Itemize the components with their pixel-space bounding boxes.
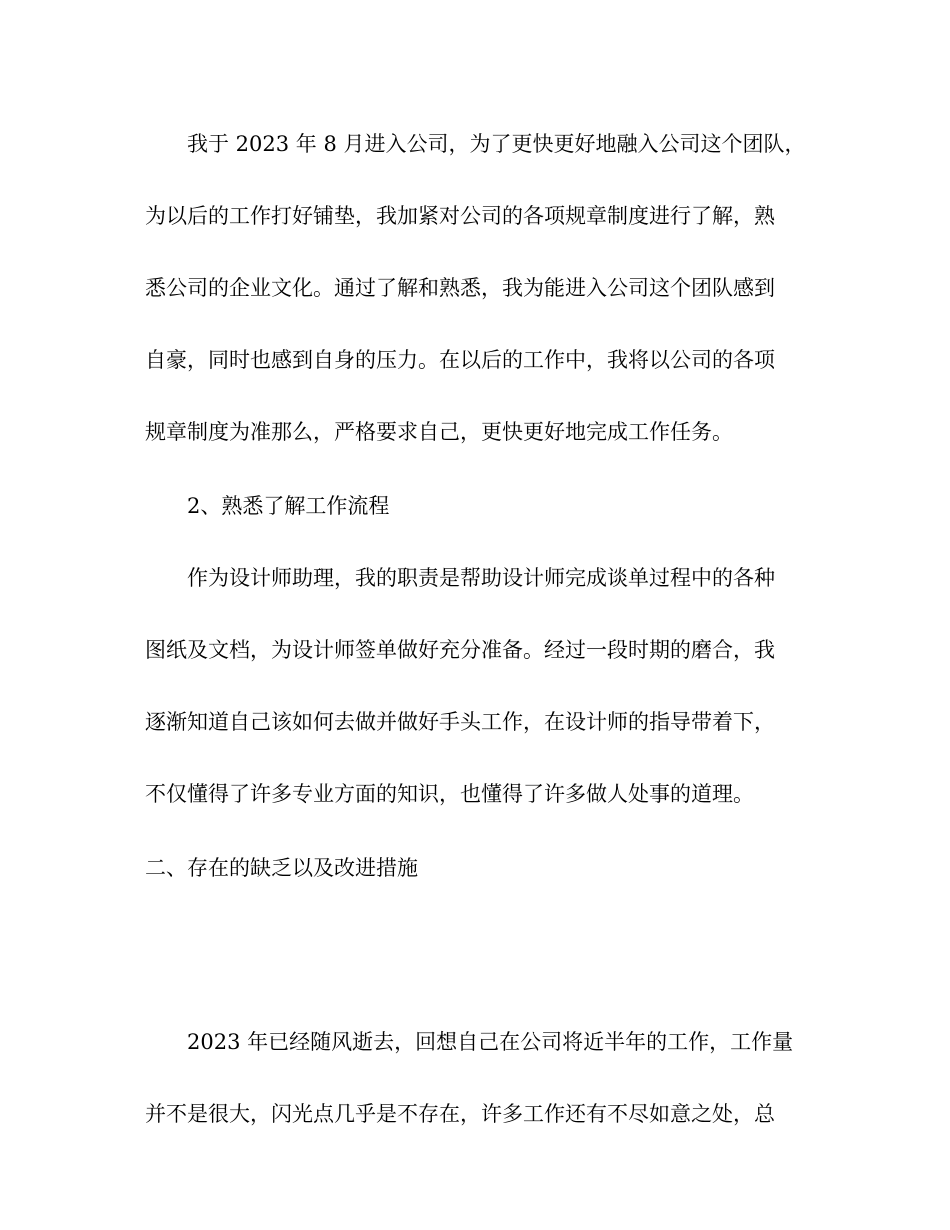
paragraph-2-line-4: 不仅懂得了许多专业方面的知识，也懂得了许多做人处事的道理。: [145, 782, 754, 806]
paragraph-2-line-3: 逐渐知道自己该如何去做并做好手头工作，在设计师的指导带着下，: [145, 710, 775, 734]
paragraph-1-line-5: 规章制度为准那么，严格要求自己，更快更好地完成工作任务。: [145, 420, 733, 444]
section-heading-shortcomings: 二、存在的缺乏以及改进措施: [145, 856, 418, 880]
paragraph-3-line-1: 2023 年已经随风逝去，回想自己在公司将近半年的工作，工作量: [187, 1030, 794, 1054]
paragraph-1-line-1: 我于 2023 年 8 月进入公司，为了更快更好地融入公司这个团队，: [187, 132, 806, 156]
paragraph-3-line-2: 并不是很大，闪光点几乎是不存在，许多工作还有不尽如意之处，总: [145, 1102, 775, 1126]
paragraph-1-line-3: 悉公司的企业文化。通过了解和熟悉，我为能进入公司这个团队感到: [145, 276, 775, 300]
paragraph-2-line-1: 作为设计师助理，我的职责是帮助设计师完成谈单过程中的各种: [187, 566, 775, 590]
paragraph-2-line-2: 图纸及文档，为设计师签单做好充分准备。经过一段时期的磨合，我: [145, 638, 775, 662]
subheading-workflow: 2、熟悉了解工作流程: [187, 494, 390, 518]
paragraph-1-line-4: 自豪，同时也感到自身的压力。在以后的工作中，我将以公司的各项: [145, 348, 775, 372]
paragraph-1-line-2: 为以后的工作打好铺垫，我加紧对公司的各项规章制度进行了解，熟: [145, 204, 775, 228]
